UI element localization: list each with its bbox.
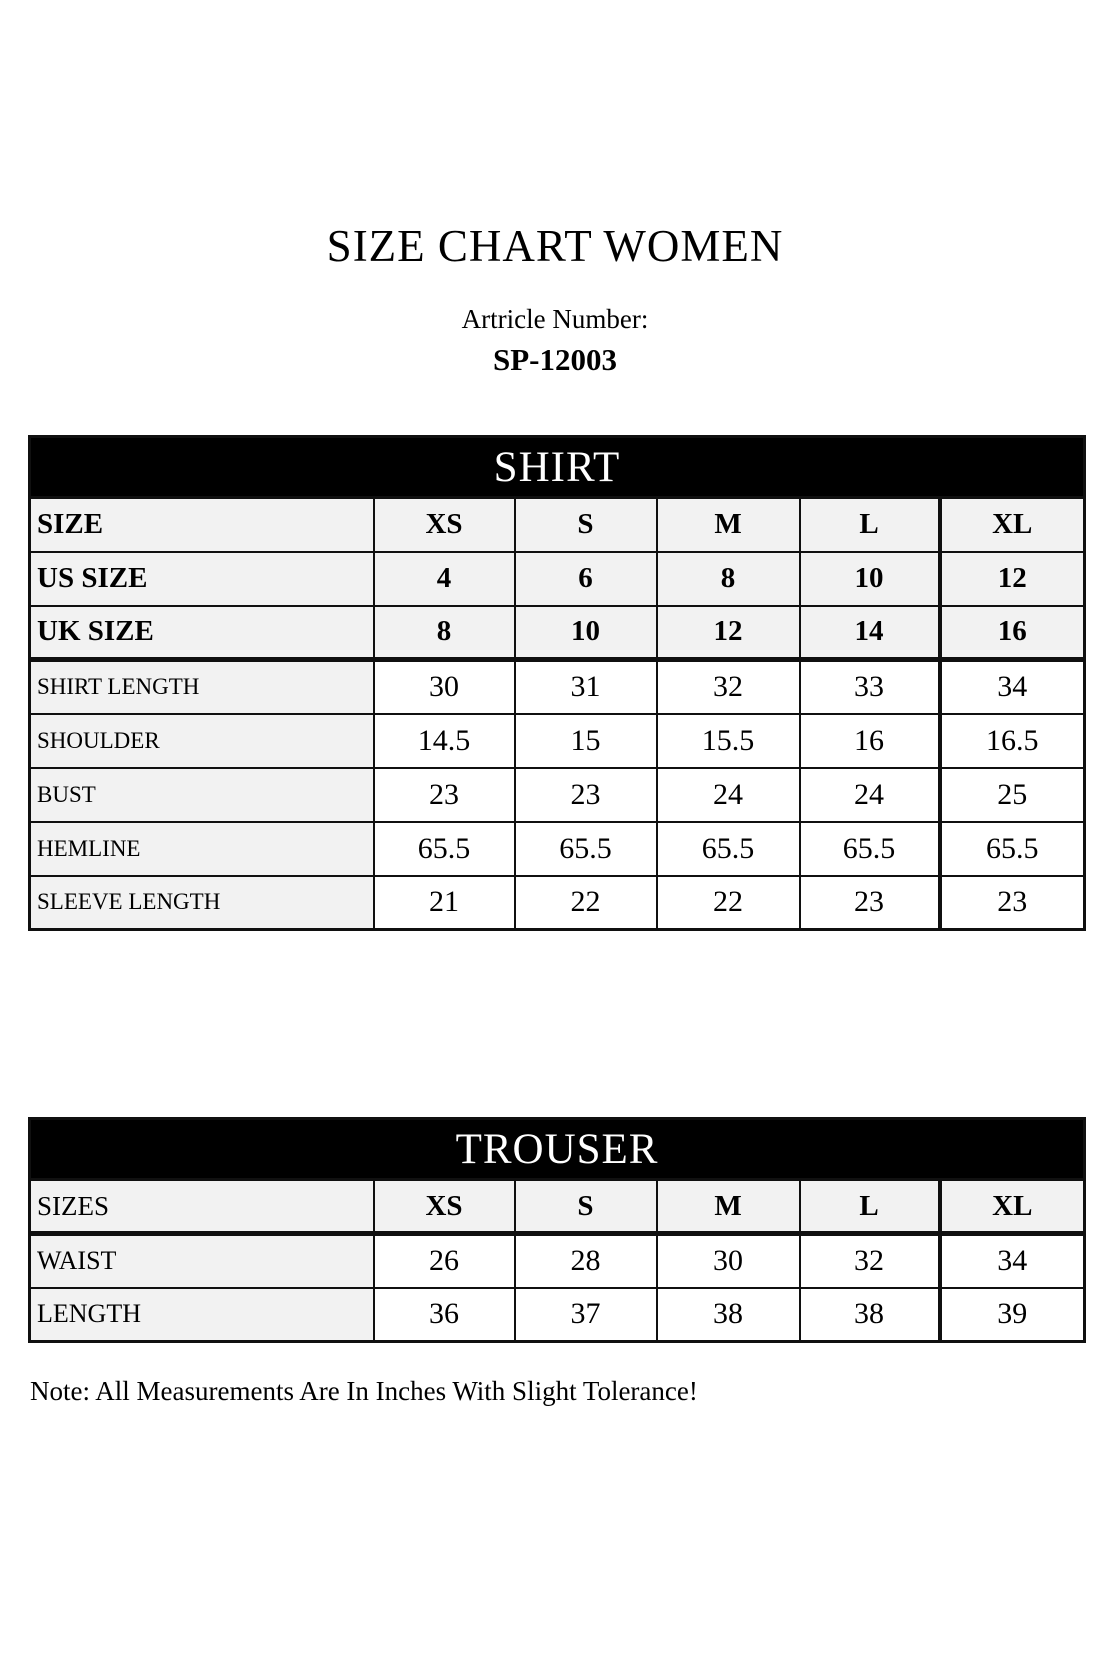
trouser-length-xl: 39 [940,1288,1085,1342]
shoulder-m: 15.5 [657,714,800,768]
waist-s: 28 [515,1234,657,1288]
bust-m: 24 [657,768,800,822]
table-row [30,660,1085,714]
trouser-length-xs: 36 [374,1288,515,1342]
shirt-size-m: M [657,498,800,552]
measurement-note: Note: All Measurements Are In Inches With Slight Tolerance! [30,1376,698,1407]
shoulder-s: 15 [515,714,657,768]
page-title: SIZE CHART WOMEN [326,221,784,271]
bust-l: 24 [800,768,940,822]
shirt-size-row-label: SIZE [30,498,374,552]
hemline-s: 65.5 [515,822,657,876]
waist-label: WAIST [30,1234,374,1288]
table-row [30,768,1085,822]
shirt-table-header-row [30,437,1085,498]
shirt-length-label: SHIRT LENGTH [30,660,374,714]
us-size-l: 10 [800,552,940,606]
shirt-length-xl: 34 [940,660,1085,714]
table-row [30,606,1085,660]
waist-xl: 34 [940,1234,1085,1288]
table-row [30,714,1085,768]
sleeve-length-s: 22 [515,876,657,930]
waist-l: 32 [800,1234,940,1288]
trouser-size-table [28,1117,1086,1343]
us-size-s: 6 [515,552,657,606]
sleeve-length-xl: 23 [940,876,1085,930]
hemline-m: 65.5 [657,822,800,876]
us-size-m: 8 [657,552,800,606]
uk-size-xl: 16 [940,606,1085,660]
table-row [30,1234,1085,1288]
waist-m: 30 [657,1234,800,1288]
hemline-l: 65.5 [800,822,940,876]
bust-xl: 25 [940,768,1085,822]
shirt-length-m: 32 [657,660,800,714]
table-row [30,552,1085,606]
shirt-length-xs: 30 [374,660,515,714]
trouser-size-xl: XL [940,1180,1085,1234]
trouser-length-l: 38 [800,1288,940,1342]
us-size-xl: 12 [940,552,1085,606]
us-size-xs: 4 [374,552,515,606]
bust-s: 23 [515,768,657,822]
trouser-table-header-row [30,1119,1085,1180]
bust-xs: 23 [374,768,515,822]
sleeve-length-l: 23 [800,876,940,930]
uk-size-m: 12 [657,606,800,660]
uk-size-s: 10 [515,606,657,660]
uk-size-l: 14 [800,606,940,660]
waist-xs: 26 [374,1234,515,1288]
table-row [30,822,1085,876]
shirt-size-table [28,435,1086,931]
table-row [30,876,1085,930]
hemline-xl: 65.5 [940,822,1085,876]
article-number-label: Artricle Number: [461,303,649,334]
table-row [30,498,1085,552]
shirt-size-xs: XS [374,498,515,552]
trouser-table-title: TROUSER [30,1119,1085,1180]
sleeve-length-xs: 21 [374,876,515,930]
table-row [30,1180,1085,1234]
trouser-length-label: LENGTH [30,1288,374,1342]
shirt-uk-size-label: UK SIZE [30,606,374,660]
article-number-value: SP-12003 [493,341,617,377]
shoulder-xl: 16.5 [940,714,1085,768]
shirt-length-l: 33 [800,660,940,714]
hemline-label: HEMLINE [30,822,374,876]
shirt-size-l: L [800,498,940,552]
shoulder-xs: 14.5 [374,714,515,768]
trouser-length-s: 37 [515,1288,657,1342]
sleeve-length-label: SLEEVE LENGTH [30,876,374,930]
sleeve-length-m: 22 [657,876,800,930]
shirt-table-title: SHIRT [30,437,1085,498]
shirt-size-s: S [515,498,657,552]
trouser-length-m: 38 [657,1288,800,1342]
bust-label: BUST [30,768,374,822]
shoulder-l: 16 [800,714,940,768]
shirt-size-xl: XL [940,498,1085,552]
shoulder-label: SHOULDER [30,714,374,768]
trouser-size-xs: XS [374,1180,515,1234]
uk-size-xs: 8 [374,606,515,660]
shirt-length-s: 31 [515,660,657,714]
table-row [30,1288,1085,1342]
trouser-size-l: L [800,1180,940,1234]
trouser-size-m: M [657,1180,800,1234]
trouser-sizes-label: SIZES [30,1180,374,1234]
hemline-xs: 65.5 [374,822,515,876]
shirt-us-size-label: US SIZE [30,552,374,606]
trouser-size-s: S [515,1180,657,1234]
